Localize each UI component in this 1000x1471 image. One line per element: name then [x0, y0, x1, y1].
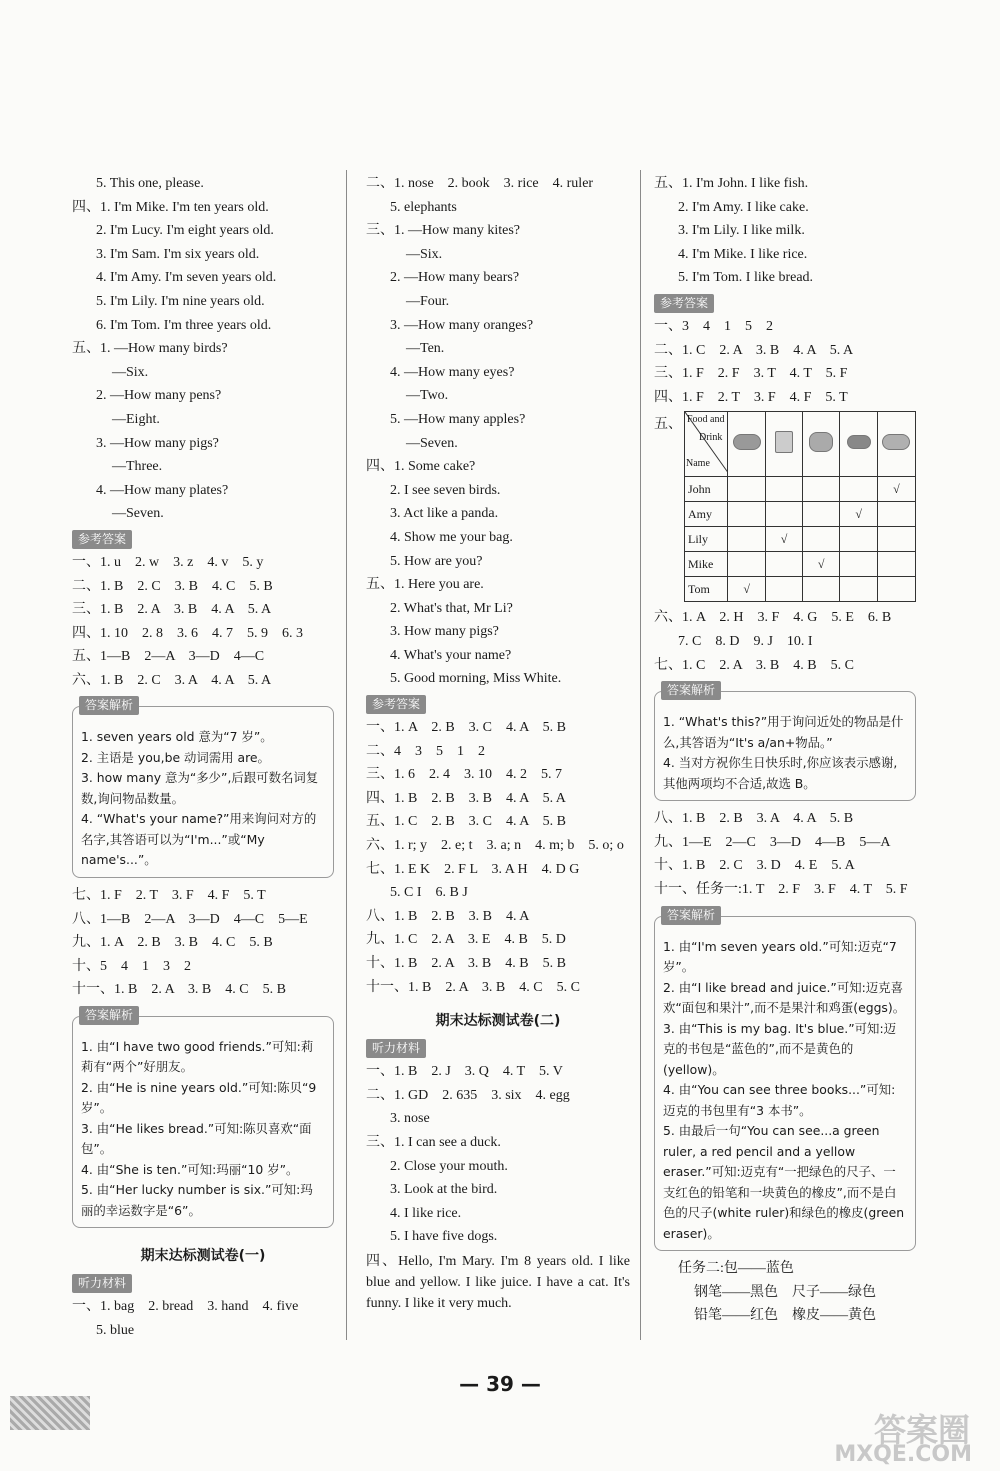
- answer-line: 三、1. I can see a duck.: [366, 1134, 501, 1150]
- analysis-item: 4. 由“She is ten.”可知:玛丽“10 岁”。: [81, 1161, 299, 1177]
- answer-line: 七、1. E K 2. F L 3. A H 4. D G: [366, 861, 580, 877]
- answer-line: 二、1. GD 2. 635 3. six 4. egg: [366, 1087, 570, 1103]
- answer-line: 3. Act like a panda.: [390, 506, 499, 522]
- answer-line: —Seven.: [112, 506, 164, 522]
- reference-answer-tag: 参考答案: [72, 530, 132, 549]
- column-3: [654, 172, 916, 1328]
- answer-line: 四、1. F 2. T 3. F 4. F 5. T: [654, 389, 848, 405]
- analysis-item: 5. 由最后一句“You can see...a green ruler, a red pencil and a yellow eraser.”可知:迈克有“一把绿色的尺子、一支红色的铅笔和一块黄色的橡皮”,而不是白色的尺子(white ruler)和绿色的橡皮(green eraser)。: [663, 1123, 905, 1241]
- check-mark: √: [802, 552, 840, 577]
- answer-line: 3. I'm Sam. I'm six years old.: [96, 246, 260, 262]
- analysis-item: 1. “What's this?”用于询问近处的物品是什么,其答语为“It's a/an+物品。”: [663, 714, 904, 750]
- answer-line: 2. I'm Amy. I like cake.: [678, 199, 809, 215]
- answer-line: 一、1. u 2. w 3. z 4. v 5. y: [72, 554, 264, 570]
- answer-line: 五、1—B 2—A 3—D 4—C: [72, 649, 265, 665]
- analysis-item: 4. 当对方祝你生日快乐时,你应该表示感谢,其他两项均不合适,故选 B。: [663, 755, 898, 791]
- answer-line: 4. Show me your bag.: [390, 529, 513, 545]
- answer-line: —Seven.: [406, 435, 458, 451]
- answer-line: 六、1. r; y 2. e; t 3. a; n 4. m; b 5. o; o: [366, 838, 624, 854]
- analysis-item: 1. 由“I have two good friends.”可知:莉莉有“两个”好朋友。: [81, 1038, 314, 1075]
- answer-line: 四、1. 10 2. 8 3. 6 4. 7 5. 9 6. 3: [72, 625, 303, 641]
- check-mark: √: [728, 577, 766, 602]
- watermark-logo: 答案圈: [873, 1411, 970, 1449]
- question-number: 五、: [654, 417, 682, 433]
- analysis-item: 4. “What's your name?”用来询问对方的名字,其答语可以为“I'm...”或“My name's...”。: [81, 811, 317, 868]
- column-2: [366, 172, 630, 1314]
- answer-line: 十、1. B 2. A 3. B 4. B 5. B: [366, 956, 566, 971]
- answer-line: 十一、1. B 2. A 3. B 4. C 5. B: [72, 982, 286, 998]
- analysis-item: 4. 由“You can see three books...”可知:迈克的书包里有“3 本书”。: [663, 1082, 896, 1118]
- name-cell: Lily: [685, 527, 728, 552]
- analysis-box: [72, 1007, 334, 1229]
- decorative-pattern: [10, 1396, 90, 1430]
- answer-line: 四、1. I'm Mike. I'm ten years old.: [72, 199, 269, 215]
- column-divider-1: [346, 170, 347, 1340]
- reference-answer-tag: 参考答案: [366, 695, 426, 714]
- answer-line: 三、1. F 2. F 3. T 4. T 5. F: [654, 366, 848, 382]
- answer-line: 2. —How many pens?: [96, 388, 222, 404]
- reference-answer-tag: 参考答案: [654, 294, 714, 313]
- analysis-item: 5. 由“Her lucky number is six.”可知:玛丽的幸运数字是“6”。: [81, 1182, 313, 1218]
- header-drink: Drink: [699, 432, 723, 444]
- answer-line: 任务二:包——蓝色: [678, 1261, 794, 1276]
- answer-line: 7. C 8. D 9. J 10. I: [678, 633, 813, 649]
- answer-line: 2. Close your mouth.: [390, 1158, 508, 1174]
- answer-line: 5. I'm Tom. I like bread.: [678, 270, 814, 286]
- answer-line: —Six.: [112, 364, 149, 380]
- answer-line: 九、1. C 2. A 3. E 4. B 5. D: [366, 932, 566, 948]
- exam-title: 期末达标测试卷(一): [140, 1248, 266, 1265]
- answer-line: 4. —How many plates?: [96, 482, 229, 498]
- answer-line: —Three.: [112, 459, 163, 475]
- name-cell: John: [685, 477, 728, 502]
- analysis-tag: 答案解析: [79, 696, 139, 715]
- answer-line: 5. How are you?: [390, 553, 483, 569]
- listening-material-tag: 听力材料: [72, 1274, 132, 1293]
- answer-line: 5. elephants: [390, 199, 457, 215]
- answer-line: 二、1. nose 2. book 3. rice 4. ruler: [366, 176, 594, 191]
- answer-line: 3. —How many pigs?: [96, 435, 219, 451]
- answer-line: 5. C I 6. B J: [390, 885, 468, 901]
- answer-line: 七、1. C 2. A 3. B 4. B 5. C: [654, 657, 854, 673]
- answer-line: 三、1. B 2. A 3. B 4. A 5. A: [72, 602, 272, 618]
- answer-line: 八、1—B 2—A 3—D 4—C 5—E: [72, 911, 308, 927]
- answer-line: 6. I'm Tom. I'm three years old.: [96, 317, 272, 333]
- food-table-block: [654, 411, 916, 602]
- answer-line: 5. This one, please.: [96, 176, 204, 191]
- header-name: Name: [686, 458, 710, 470]
- answer-line: 4. —How many eyes?: [390, 364, 515, 380]
- answer-line: 一、1. A 2. B 3. C 4. A 5. B: [366, 720, 566, 736]
- answer-line: 3. Look at the bird.: [390, 1182, 498, 1198]
- answer-line: 四、1. Some cake?: [366, 459, 476, 475]
- analysis-tag: 答案解析: [79, 1006, 139, 1025]
- answer-line: 九、1. A 2. B 3. B 4. C 5. B: [72, 935, 273, 951]
- answer-line: 五、1. —How many birds?: [72, 341, 228, 357]
- column-divider-2: [640, 170, 641, 1340]
- check-mark: √: [766, 527, 803, 552]
- answer-line: 3. nose: [390, 1111, 430, 1127]
- answer-line: 八、1. B 2. B 3. B 4. A: [366, 908, 530, 924]
- listening-material-tag: 听力材料: [366, 1039, 426, 1058]
- answer-line: 4. I'm Amy. I'm seven years old.: [96, 270, 277, 286]
- table-corner-header: [685, 412, 728, 477]
- column-1: [72, 172, 334, 1343]
- cake-icon: [840, 412, 878, 477]
- answer-line: 五、1. I'm John. I like fish.: [654, 176, 809, 191]
- answer-line: 五、1. C 2. B 3. C 4. A 5. B: [366, 814, 566, 830]
- answer-line: 3. —How many oranges?: [390, 317, 534, 333]
- answer-line: 4. I like rice.: [390, 1205, 462, 1221]
- answer-line: —Six.: [406, 246, 443, 262]
- analysis-box: [654, 907, 916, 1252]
- answer-line: 一、1. B 2. J 3. Q 4. T 5. V: [366, 1064, 563, 1080]
- answer-line: 七、1. F 2. T 3. F 4. F 5. T: [72, 887, 266, 903]
- analysis-item: 3. how many 意为“多少”,后跟可数名词复数,询问物品数量。: [81, 770, 319, 806]
- answer-line: 一、1. bag 2. bread 3. hand 4. five: [72, 1299, 299, 1315]
- answer-line: 十、1. B 2. C 3. D 4. E 5. A: [654, 858, 855, 874]
- analysis-box: [654, 683, 916, 801]
- analysis-item: 3. 由“He likes bread.”可知:陈贝喜欢“面包”。: [81, 1120, 312, 1157]
- milk-icon: [766, 412, 803, 477]
- check-mark: √: [877, 477, 915, 502]
- fish-icon: [877, 412, 915, 477]
- analysis-box: [72, 698, 334, 878]
- listening-paragraph: 四、Hello, I'm Mary. I'm 8 years old. I like blue and yellow. I like juice. I have a cat. It's funny. I like it very much.: [366, 1253, 630, 1311]
- answer-line: 5. —How many apples?: [390, 411, 526, 427]
- analysis-item: 2. 主语是 you,be 动词需用 are。: [81, 749, 270, 765]
- name-cell: Amy: [685, 502, 728, 527]
- analysis-item: 3. 由“This is my bag. It's blue.”可知:迈克的书包是“蓝色的”,而不是黄色的(yellow)。: [663, 1020, 897, 1077]
- check-mark: √: [840, 502, 878, 527]
- analysis-item: 2. 由“He is nine years old.”可知:陈贝“9 岁”。: [81, 1079, 317, 1116]
- answer-line: 二、1. B 2. C 3. B 4. C 5. B: [72, 578, 273, 594]
- name-cell: Mike: [685, 552, 728, 577]
- analysis-item: 1. 由“I'm seven years old.”可知:迈克“7 岁”。: [663, 938, 897, 974]
- answer-line: 2. I'm Lucy. I'm eight years old.: [96, 223, 274, 239]
- answer-line: 二、4 3 5 1 2: [366, 743, 485, 759]
- answer-line: 六、1. B 2. C 3. A 4. A 5. A: [72, 672, 272, 688]
- answer-line: 2. I see seven birds.: [390, 482, 501, 498]
- analysis-item: 1. seven years old 意为“7 岁”。: [81, 729, 273, 745]
- answer-line: 3. I'm Lily. I like milk.: [678, 223, 805, 239]
- header-food-and: Food and: [687, 414, 725, 426]
- answer-line: 2. —How many bears?: [390, 270, 520, 286]
- answer-line: 铅笔——红色 橡皮——黄色: [694, 1308, 876, 1324]
- answer-line: 3. How many pigs?: [390, 624, 499, 640]
- answer-line: 5. blue: [96, 1323, 135, 1339]
- answer-line: —Eight.: [112, 411, 160, 427]
- answer-line: 四、1. B 2. B 3. B 4. A 5. A: [366, 790, 566, 806]
- answer-line: —Two.: [406, 388, 449, 404]
- answer-line: 五、1. Here you are.: [366, 577, 484, 593]
- answer-line: 2. What's that, Mr Li?: [390, 600, 513, 616]
- analysis-tag: 答案解析: [661, 681, 721, 700]
- answer-line: 九、1—E 2—C 3—D 4—B 5—A: [654, 834, 891, 850]
- answer-line: 5. I'm Lily. I'm nine years old.: [96, 293, 265, 309]
- analysis-tag: 答案解析: [661, 906, 721, 925]
- answer-line: 三、1. 6 2. 4 3. 10 4. 2 5. 7: [366, 767, 562, 783]
- name-cell: Tom: [685, 577, 728, 602]
- answer-line: —Four.: [406, 293, 450, 309]
- food-table: [684, 411, 916, 602]
- answer-line: —Ten.: [406, 341, 445, 357]
- answer-line: 钢笔——黑色 尺子——绿色: [694, 1284, 876, 1300]
- answer-line: 二、1. C 2. A 3. B 4. A 5. A: [654, 342, 854, 358]
- answer-line: 六、1. A 2. H 3. F 4. G 5. E 6. B: [654, 610, 892, 626]
- answer-line: 5. Good morning, Miss White.: [390, 671, 562, 687]
- answer-line: 十一、任务一:1. T 2. F 3. F 4. T 5. F: [654, 881, 908, 897]
- answer-line: 八、1. B 2. B 3. A 4. A 5. B: [654, 811, 854, 827]
- rice-icon: [802, 412, 840, 477]
- answer-line: 十、5 4 1 3 2: [72, 958, 191, 974]
- answer-line: 三、1. —How many kites?: [366, 223, 520, 239]
- bread-icon: [728, 412, 766, 477]
- answer-line: 4. What's your name?: [390, 647, 512, 663]
- exam-title: 期末达标测试卷(二): [435, 1013, 561, 1030]
- answer-line: 一、3 4 1 5 2: [654, 318, 773, 334]
- answer-line: 十一、1. B 2. A 3. B 4. C 5. C: [366, 979, 580, 995]
- page-number: — 39 —: [459, 1372, 541, 1396]
- answer-line: 5. I have five dogs.: [390, 1229, 498, 1245]
- watermark-url: MXQE.COM: [834, 1442, 972, 1467]
- analysis-item: 2. 由“I like bread and juice.”可知:迈克喜欢“面包和果汁”,而不是果汁和鸡蛋(eggs)。: [663, 979, 906, 1015]
- answer-line: 4. I'm Mike. I like rice.: [678, 246, 808, 262]
